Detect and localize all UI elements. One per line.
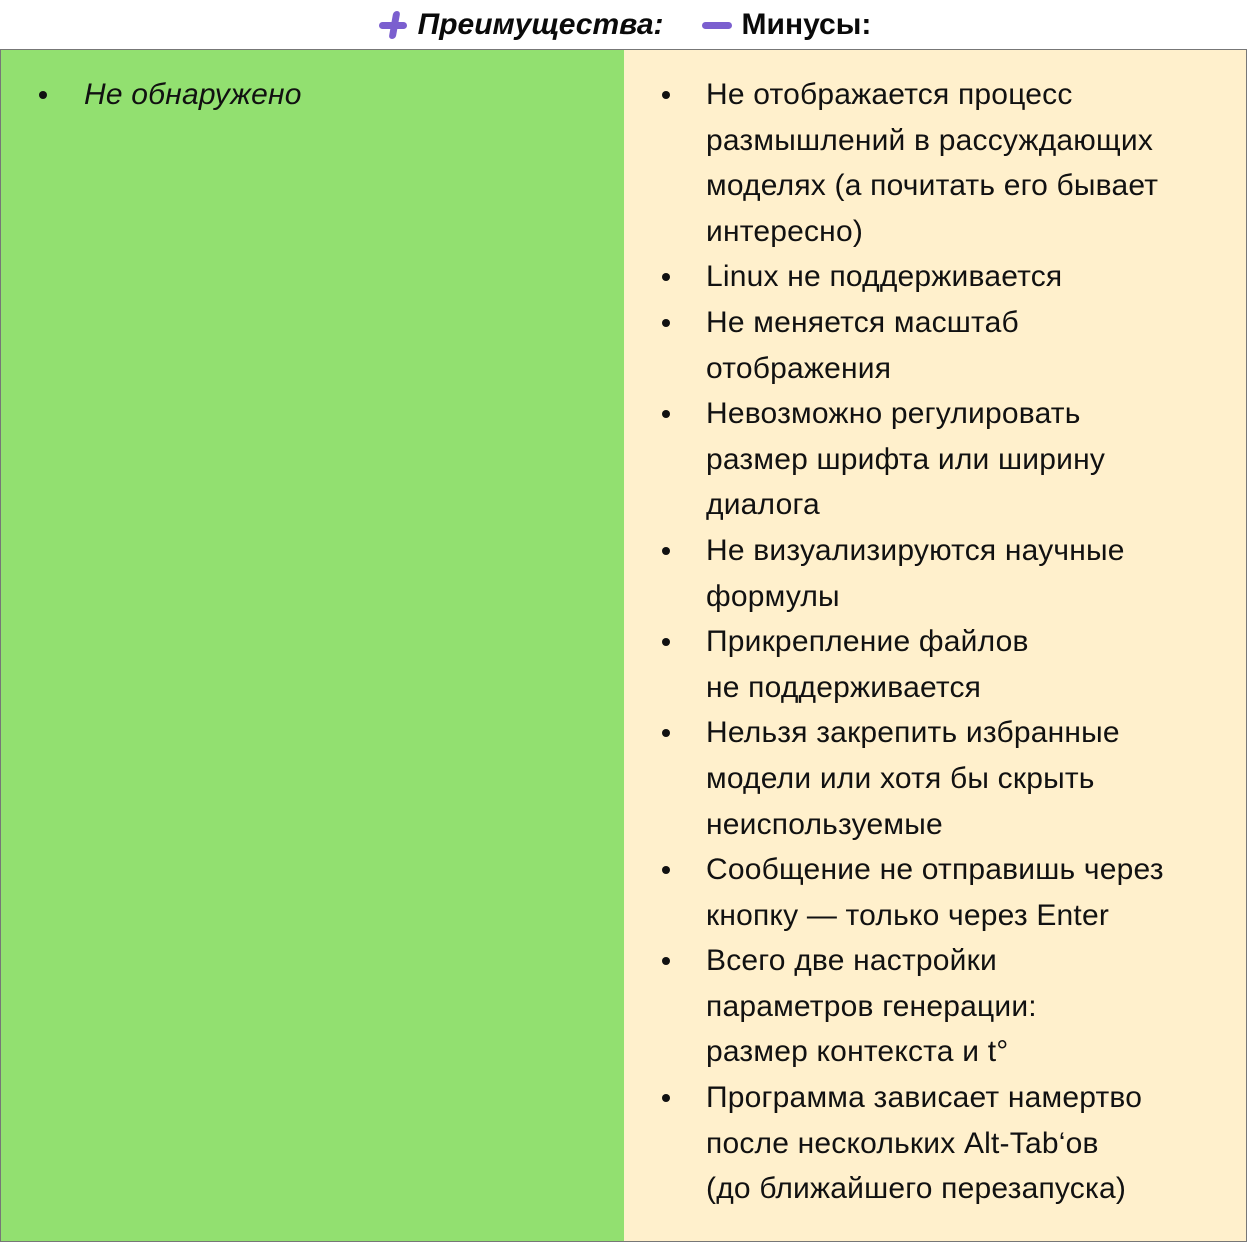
cons-item: Не визуализируются научные формулы bbox=[624, 528, 1246, 619]
cons-item: Нельзя закрепить избранные модели или хотя бы скрыть неиспользуемые bbox=[624, 710, 1246, 847]
cons-item: Прикрепление файлов не поддерживается bbox=[624, 619, 1246, 710]
cons-item: Всего две настройки параметров генерации: размер контекста и t° bbox=[624, 938, 1246, 1075]
cons-label: Минусы: bbox=[741, 7, 872, 41]
cons-item: Программа зависает намертво после нескольких Alt-Tab‘ов (до ближайшего перезапуска) bbox=[624, 1075, 1246, 1212]
header bbox=[0, 0, 1247, 49]
plus-icon bbox=[376, 8, 410, 42]
pros-list bbox=[1, 72, 624, 118]
cons-heading bbox=[700, 8, 872, 42]
pros-heading bbox=[376, 8, 664, 42]
cons-item: Сообщение не отправишь через кнопку — только через Enter bbox=[624, 847, 1246, 938]
cons-column bbox=[624, 50, 1246, 1241]
pros-item: Не обнаружено bbox=[1, 72, 624, 118]
pros-column bbox=[1, 50, 624, 1241]
cons-item: Не отображается процесс размышлений в рассуждающих моделях (а почитать его бывает интересно) bbox=[624, 72, 1246, 254]
minus-icon bbox=[700, 8, 734, 42]
pros-label: Преимущества: bbox=[417, 7, 664, 41]
pros-cons-table bbox=[0, 49, 1247, 1242]
cons-item: Linux не поддерживается bbox=[624, 254, 1246, 300]
cons-list bbox=[624, 72, 1246, 1212]
cons-item: Не меняется масштаб отображения bbox=[624, 300, 1246, 391]
cons-item: Невозможно регулировать размер шрифта или ширину диалога bbox=[624, 391, 1246, 528]
